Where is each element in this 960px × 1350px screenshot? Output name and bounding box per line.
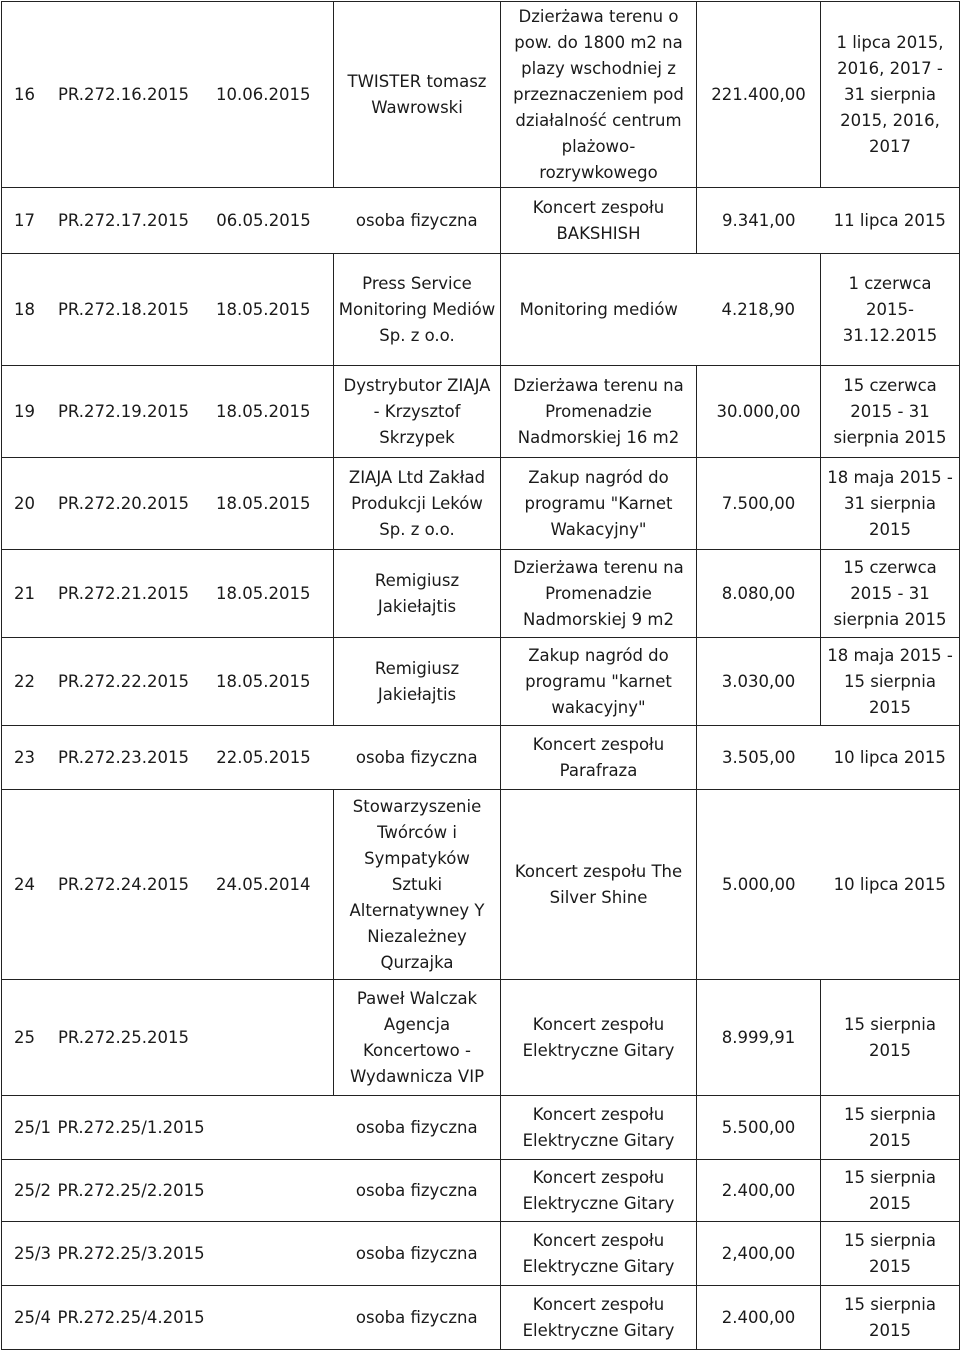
- cell-data: [194, 1160, 334, 1222]
- cell-przedmiot: Koncert zespołu Elektryczne Gitary: [501, 1096, 697, 1160]
- cell-wykonawca: osoba fizyczna: [334, 1160, 501, 1222]
- cell-nr: 25/3: [2, 1222, 54, 1286]
- cell-data: 10.06.2015: [194, 2, 334, 188]
- cell-kwota: 221.400,00: [697, 2, 821, 188]
- table-row: [2, 726, 960, 790]
- cell-kwota: 9.341,00: [697, 188, 821, 254]
- cell-wykonawca: Paweł Walczak Agencja Koncertowo - Wydawnicza VIP: [334, 980, 501, 1096]
- cell-sygnatura: PR.272.19.2015: [54, 366, 194, 458]
- cell-termin: 11 lipca 2015: [821, 188, 960, 254]
- cell-kwota: 3.505,00: [697, 726, 821, 790]
- cell-sygnatura: PR.272.25/1.2015: [54, 1096, 194, 1160]
- cell-sygnatura: PR.272.20.2015: [54, 458, 194, 550]
- cell-wykonawca: Press Service Monitoring Mediów Sp. z o.o.: [334, 254, 501, 366]
- cell-termin: 15 sierpnia 2015: [821, 1286, 960, 1350]
- cell-sygnatura: PR.272.24.2015: [54, 790, 194, 980]
- cell-przedmiot: Dzierżawa terenu na Promenadzie Nadmorskiej 9 m2: [501, 550, 697, 638]
- cell-nr: 19: [2, 366, 54, 458]
- cell-termin: 10 lipca 2015: [821, 726, 960, 790]
- cell-termin: 15 czerwca 2015 - 31 sierpnia 2015: [821, 366, 960, 458]
- cell-kwota: 3.030,00: [697, 638, 821, 726]
- cell-przedmiot: Koncert zespołu Elektryczne Gitary: [501, 1160, 697, 1222]
- cell-nr: 24: [2, 790, 54, 980]
- cell-nr: 25/4: [2, 1286, 54, 1350]
- cell-sygnatura: PR.272.25/2.2015: [54, 1160, 194, 1222]
- cell-wykonawca: Remigiusz Jakiełajtis: [334, 550, 501, 638]
- table-row: [2, 638, 960, 726]
- cell-data: 24.05.2014: [194, 790, 334, 980]
- cell-termin: 15 czerwca 2015 - 31 sierpnia 2015: [821, 550, 960, 638]
- cell-termin: 18 maja 2015 - 15 sierpnia 2015: [821, 638, 960, 726]
- cell-nr: 21: [2, 550, 54, 638]
- cell-przedmiot: Zakup nagród do programu "Karnet Wakacyjny": [501, 458, 697, 550]
- cell-data: 18.05.2015: [194, 458, 334, 550]
- cell-kwota: 4.218,90: [697, 254, 821, 366]
- table-row: [2, 188, 960, 254]
- cell-nr: 23: [2, 726, 54, 790]
- table-row: [2, 980, 960, 1096]
- cell-przedmiot: Koncert zespołu Parafraza: [501, 726, 697, 790]
- cell-kwota: 7.500,00: [697, 458, 821, 550]
- cell-przedmiot: Koncert zespołu Elektryczne Gitary: [501, 980, 697, 1096]
- cell-wykonawca: Dystrybutor ZIAJA - Krzysztof Skrzypek: [334, 366, 501, 458]
- cell-przedmiot: Koncert zespołu The Silver Shine: [501, 790, 697, 980]
- cell-data: 18.05.2015: [194, 254, 334, 366]
- cell-wykonawca: Remigiusz Jakiełajtis: [334, 638, 501, 726]
- cell-nr: 18: [2, 254, 54, 366]
- table-row: [2, 1286, 960, 1350]
- cell-nr: 25/1: [2, 1096, 54, 1160]
- cell-przedmiot: Zakup nagród do programu "karnet wakacyjny": [501, 638, 697, 726]
- cell-przedmiot: Dzierżawa terenu o pow. do 1800 m2 na plazy wschodniej z przeznaczeniem pod działalność centrum plażowo-rozrywkowego: [501, 2, 697, 188]
- table-row: [2, 1160, 960, 1222]
- cell-sygnatura: PR.272.16.2015: [54, 2, 194, 188]
- cell-wykonawca: ZIAJA Ltd Zakład Produkcji Leków Sp. z o.o.: [334, 458, 501, 550]
- cell-sygnatura: PR.272.23.2015: [54, 726, 194, 790]
- cell-nr: 25/2: [2, 1160, 54, 1222]
- cell-nr: 20: [2, 458, 54, 550]
- cell-sygnatura: PR.272.25.2015: [54, 980, 194, 1096]
- cell-data: [194, 1096, 334, 1160]
- cell-data: 18.05.2015: [194, 550, 334, 638]
- table-row: [2, 366, 960, 458]
- cell-kwota: 2.400,00: [697, 1160, 821, 1222]
- cell-nr: 25: [2, 980, 54, 1096]
- cell-przedmiot: Dzierżawa terenu na Promenadzie Nadmorskiej 16 m2: [501, 366, 697, 458]
- cell-wykonawca: osoba fizyczna: [334, 188, 501, 254]
- cell-przedmiot: Monitoring mediów: [501, 254, 697, 366]
- table-row: [2, 1222, 960, 1286]
- cell-kwota: 5.500,00: [697, 1096, 821, 1160]
- cell-wykonawca: Stowarzyszenie Twórców i Sympatyków Sztuki Alternatywney Y Niezależney Qurzajka: [334, 790, 501, 980]
- cell-sygnatura: PR.272.17.2015: [54, 188, 194, 254]
- cell-termin: 15 sierpnia 2015: [821, 980, 960, 1096]
- cell-nr: 17: [2, 188, 54, 254]
- cell-sygnatura: PR.272.25/3.2015: [54, 1222, 194, 1286]
- cell-kwota: 5.000,00: [697, 790, 821, 980]
- cell-przedmiot: Koncert zespołu Elektryczne Gitary: [501, 1286, 697, 1350]
- cell-wykonawca: osoba fizyczna: [334, 1222, 501, 1286]
- cell-kwota: 2,400,00: [697, 1222, 821, 1286]
- cell-sygnatura: PR.272.21.2015: [54, 550, 194, 638]
- cell-termin: 1 czerwca 2015-31.12.2015: [821, 254, 960, 366]
- table-row: [2, 1096, 960, 1160]
- cell-data: 18.05.2015: [194, 366, 334, 458]
- cell-termin: 1 lipca 2015, 2016, 2017 - 31 sierpnia 2015, 2016, 2017: [821, 2, 960, 188]
- cell-wykonawca: TWISTER tomasz Wawrowski: [334, 2, 501, 188]
- cell-data: 06.05.2015: [194, 188, 334, 254]
- cell-przedmiot: Koncert zespołu Elektryczne Gitary: [501, 1222, 697, 1286]
- cell-sygnatura: PR.272.25/4.2015: [54, 1286, 194, 1350]
- cell-wykonawca: osoba fizyczna: [334, 726, 501, 790]
- table-row: [2, 550, 960, 638]
- cell-wykonawca: osoba fizyczna: [334, 1286, 501, 1350]
- cell-termin: 10 lipca 2015: [821, 790, 960, 980]
- cell-kwota: 30.000,00: [697, 366, 821, 458]
- cell-termin: 15 sierpnia 2015: [821, 1096, 960, 1160]
- cell-data: 18.05.2015: [194, 638, 334, 726]
- contracts-table: [1, 1, 960, 1350]
- cell-termin: 15 sierpnia 2015: [821, 1222, 960, 1286]
- cell-kwota: 8.999,91: [697, 980, 821, 1096]
- cell-nr: 22: [2, 638, 54, 726]
- table-row: [2, 2, 960, 188]
- cell-sygnatura: PR.272.22.2015: [54, 638, 194, 726]
- table-row: [2, 790, 960, 980]
- cell-kwota: 2.400,00: [697, 1286, 821, 1350]
- cell-data: [194, 1286, 334, 1350]
- cell-przedmiot: Koncert zespołu BAKSHISH: [501, 188, 697, 254]
- cell-nr: 16: [2, 2, 54, 188]
- cell-termin: 15 sierpnia 2015: [821, 1160, 960, 1222]
- cell-data: 22.05.2015: [194, 726, 334, 790]
- table-row: [2, 458, 960, 550]
- cell-sygnatura: PR.272.18.2015: [54, 254, 194, 366]
- cell-data: [194, 1222, 334, 1286]
- table-row: [2, 254, 960, 366]
- cell-wykonawca: osoba fizyczna: [334, 1096, 501, 1160]
- cell-termin: 18 maja 2015 - 31 sierpnia 2015: [821, 458, 960, 550]
- cell-kwota: 8.080,00: [697, 550, 821, 638]
- cell-data: [194, 980, 334, 1096]
